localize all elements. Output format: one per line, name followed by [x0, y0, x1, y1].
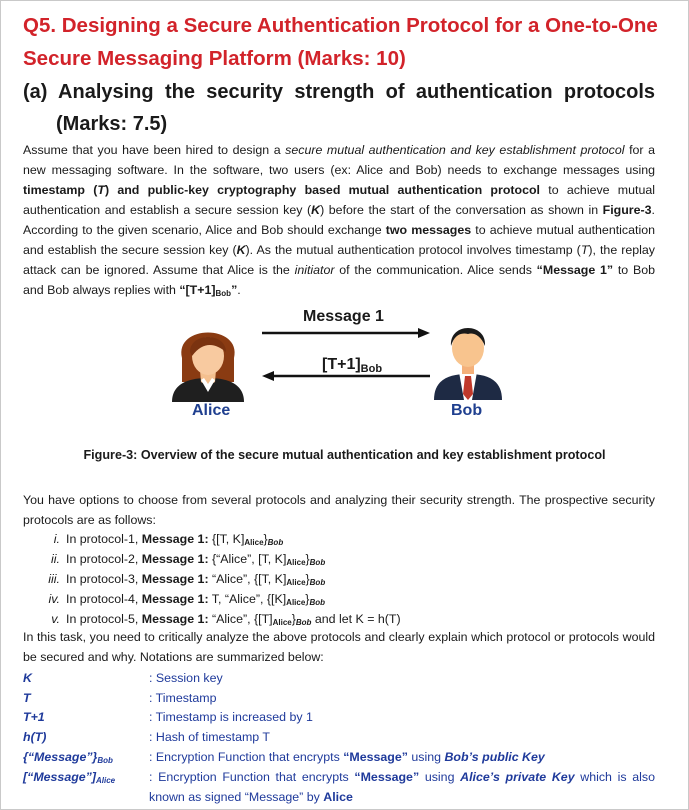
notation-symbol: T	[23, 691, 31, 705]
notation-symbol: h(T)	[23, 730, 47, 744]
notation-symbol: K	[23, 671, 32, 685]
part-a-marks: (Marks: 7.5)	[56, 113, 168, 135]
message-1-label: Message 1	[303, 308, 384, 325]
protocol-text: In protocol-2, Message 1: {“Alice”, [T, $K]_{Alice}\}_{Bob}$	[66, 552, 326, 567]
protocol-text: In protocol-5, Message 1: “Alice”, $\{[T]_{Alice}\}_{Bob}$ and let K = h(T)	[66, 612, 401, 627]
protocol-text: In protocol-4, Message 1: T, “Alice”, $\{[K]_{Alice}\}_{Bob}$	[66, 592, 325, 607]
figure-caption: Figure-3: Overview of the secure mutual authentication and key establishment protocol	[83, 448, 606, 462]
protocol-number: i.	[53, 532, 60, 546]
alice-label: Alice	[192, 402, 231, 419]
bob-label: Bob	[451, 402, 483, 419]
reply-label: $[T+1]_{Bob}$	[322, 356, 383, 375]
intro-paragraph: Assume that you have been hired to design a secure mutual authentication and key establishment protocol for a new messaging software. In the software, two users (ex: Alice and Bob) needs to exchange messages using timestamp (T) and public-key cryptography based mutual authentication protocol to achieve mutual authentication and establish a secure session key (K) before the start of the conversation as shown in Figure-3. According to the given scenario, Alice and Bob should exchange two messages to achieve mutual authentication and establish the secure session key (K). As the mutual authentication protocol involves timestamp (T), the replay attack can be ignored. Assume that Alice is the initiator of the communication. Alice sends “Message 1” to Bob and Bob always replies with “$[T+1]_{Bob}$”.	[23, 143, 655, 298]
task-paragraph: In this task, you need to critically analyze the above protocols and clearly explain which protocol or protocols would be secured and why. Notations are summarized below:	[23, 630, 655, 664]
notation-description: : Timestamp	[149, 691, 217, 705]
notation-description: : Hash of timestamp T	[149, 730, 270, 744]
bob-avatar-icon	[432, 314, 504, 400]
protocol-number: iv.	[48, 592, 60, 606]
notation-symbol: $\{“Message”\}_{Bob}$	[23, 750, 113, 765]
options-intro: You have options to choose from several protocols and analyzing their security strength. The prospective security protocols are as follows:	[23, 493, 655, 527]
protocol-number: iii.	[48, 572, 60, 586]
notation-symbol: $[“Message”]_{Alice}$	[23, 770, 116, 785]
protocol-text: In protocol-3, Message 1: “Alice”, {[T, $K]_{Alice}\}_{Bob}$	[66, 572, 326, 587]
notation-description: : Encryption Function that encrypts “Message” using Alice’s private Key which is also known as signed “Message” by Alice	[149, 770, 655, 804]
notation-description: : Timestamp is increased by 1	[149, 710, 313, 724]
protocol-number: v.	[51, 612, 60, 626]
part-a-heading: (a) Analysing the security strength of authentication protocols	[23, 81, 655, 103]
alice-avatar-icon	[168, 314, 248, 402]
notation-description: : Encryption Function that encrypts “Message” using Bob’s public Key	[149, 750, 545, 764]
protocol-text: In protocol-1, Message 1: {[T, $K]_{Alice}\}_{Bob}$	[66, 532, 284, 547]
notation-symbol: T+1	[23, 710, 45, 724]
question-title: Q5. Designing a Secure Authentication Protocol for a One-to-One Secure Messaging Platform (Marks: 10)	[23, 14, 658, 70]
notation-description: : Session key	[149, 671, 223, 685]
protocol-number: ii.	[51, 552, 60, 566]
